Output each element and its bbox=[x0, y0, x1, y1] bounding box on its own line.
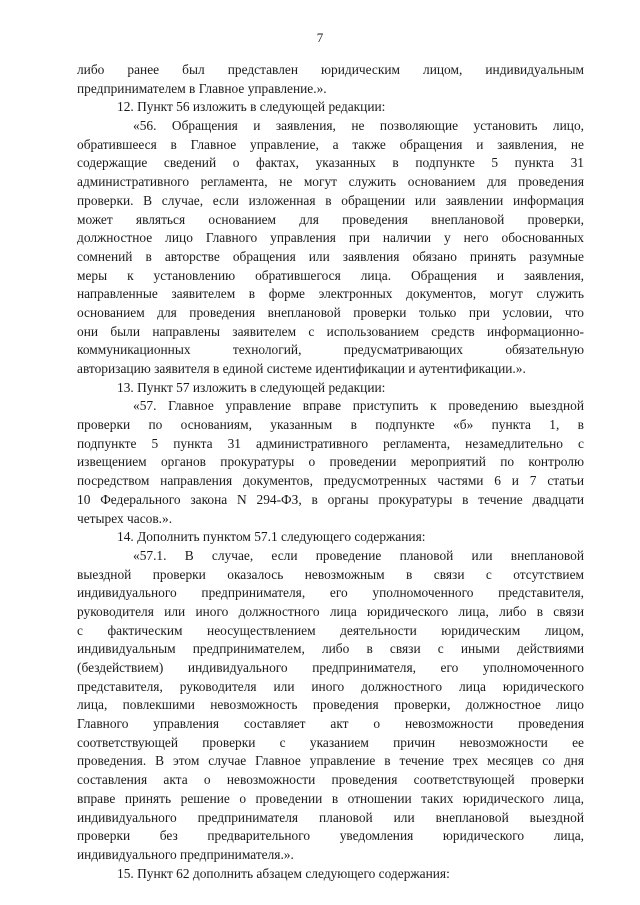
text-line: «56. Обращения и заявления, не позволяющие установить лицо, bbox=[133, 118, 584, 134]
text-line: проверки. В случае, если изложенная в обращении или заявлении информация bbox=[77, 192, 584, 208]
text-line: должностное лицо Главного управления при наличии у него обоснованных bbox=[77, 230, 584, 246]
text-line: индивидуального предпринимателя плановой или внеплановой выездной bbox=[77, 809, 584, 825]
text-line: вправе принять решение о проведении в отношении таких юридического лица, bbox=[77, 790, 584, 806]
text-line: «57. Главное управление вправе приступить к проведению выездной bbox=[133, 398, 584, 414]
text-line: проведения. В этом случае Главное управление в течение трех месяцев со дня bbox=[77, 753, 584, 769]
text-line: 15. Пункт 62 дополнить абзацем следующего содержания: bbox=[117, 865, 450, 881]
page-number: 7 bbox=[316, 30, 324, 45]
text-line: 12. Пункт 56 изложить в следующей редакции: bbox=[117, 99, 386, 115]
text-line: четырех часов.». bbox=[77, 510, 173, 526]
text-line: индивидуального предпринимателя, его уполномоченного представителя, bbox=[77, 585, 584, 601]
text-line: коммуникационных технологий, предусматривающих обязательную bbox=[77, 342, 584, 358]
text-line: посредством направления документов, предусмотренных частями 6 и 7 статьи bbox=[77, 473, 584, 489]
text-line: 13. Пункт 57 изложить в следующей редакции: bbox=[117, 379, 386, 395]
text-line: индивидуального предпринимателя.». bbox=[77, 846, 294, 862]
text-line: Главного управления составляет акт о невозможности проведения bbox=[77, 716, 584, 732]
text-line: меры к установлению обратившегося лица. Обращения и заявления, bbox=[77, 267, 584, 283]
text-line: составления акта о невозможности проведения соответствующей проверки bbox=[77, 772, 584, 788]
text-line: либо ранее был представлен юридическим лицом, индивидуальным bbox=[77, 62, 584, 77]
text-line: проверки без предварительного уведомления юридического лица, bbox=[77, 828, 584, 844]
text-line: 14. Дополнить пунктом 57.1 следующего содержания: bbox=[117, 529, 426, 545]
document-body bbox=[77, 61, 584, 883]
text-line: может являться основанием для проведения внеплановой проверки, bbox=[77, 211, 584, 227]
text-line: «57.1. В случае, если проведение плановой или внеплановой bbox=[133, 547, 584, 563]
text-line: с фактическим неосуществлением деятельности юридическим лицом, bbox=[77, 622, 584, 638]
text-line: 10 Федерального закона N 294-ФЗ, в органы прокуратуры в течение двадцати bbox=[77, 491, 584, 507]
text-line: авторизацию заявителя в единой системе идентификации и аутентификации.». bbox=[77, 361, 526, 376]
text-line: обратившееся в Главное управление, а также обращения и заявления, не bbox=[77, 136, 584, 152]
text-line: предпринимателем в Главное управление.». bbox=[77, 80, 327, 96]
text-line: направленные заявителем в форме электронных документов, могут служить bbox=[77, 286, 584, 302]
text-line: подпункте 5 пункта 31 административного регламента, незамедлительно с bbox=[77, 435, 584, 451]
text-line: проверки по основаниям, указанным в подпункте «б» пункта 1, в bbox=[77, 417, 584, 433]
text-line: основанием для проведения внеплановой проверки только при условии, что bbox=[77, 304, 584, 320]
text-line: извещением органов прокуратуры о проведении мероприятий по контролю bbox=[77, 454, 584, 470]
text-line: выездной проверки оказалось невозможным в связи с отсутствием bbox=[77, 566, 584, 582]
text-line: административного регламента, не могут служить основанием для проведения bbox=[77, 174, 584, 190]
text-line: содержащие сведений о фактах, указанных в подпункте 5 пункта 31 bbox=[77, 155, 584, 171]
text-line: представителя, руководителя или иного должностного лица юридического bbox=[77, 678, 584, 694]
text-line: индивидуальным предпринимателем, либо в связи с иными действиями bbox=[77, 641, 584, 657]
text-line: лица, повлекшими невозможность проведения проверки, должностное лицо bbox=[77, 697, 584, 713]
text-line: сомнений в авторстве обращения или заявления обязано принять разумные bbox=[77, 248, 584, 264]
text-line: руководителя или иного должностного лица юридического лица, либо в связи bbox=[77, 603, 584, 619]
text-line: они были направлены заявителем с использованием средств информационно- bbox=[77, 323, 584, 339]
text-line: соответствующей проверки с указанием причин невозможности ее bbox=[77, 734, 584, 750]
text-line: (бездействием) индивидуального предпринимателя, его уполномоченного bbox=[77, 660, 584, 675]
